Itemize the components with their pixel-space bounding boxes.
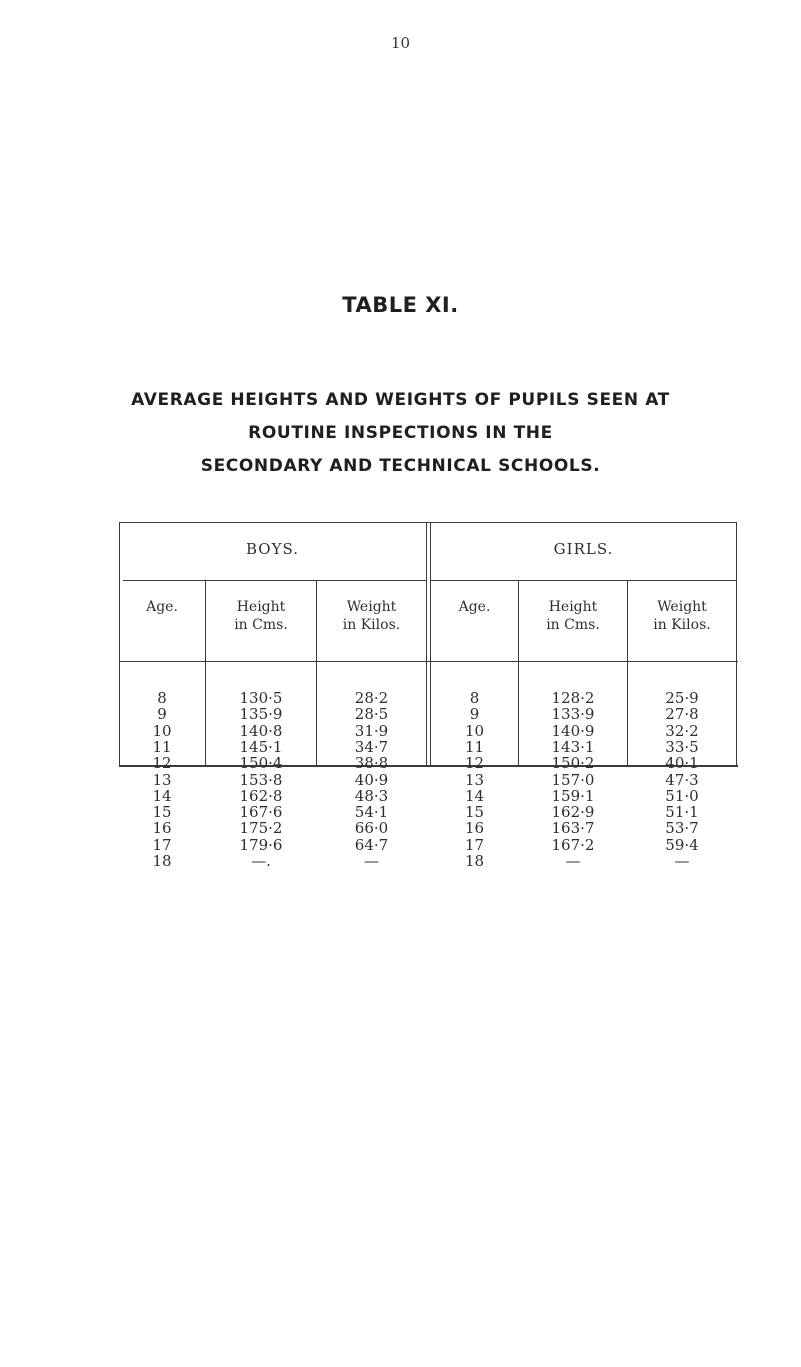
column-header-girls-height: Height in Cms.: [546, 599, 600, 633]
group-divider-rule-boys: [123, 580, 426, 581]
column-header-girls-age: Age.: [458, 599, 491, 615]
column-header-boys-height: Height in Cms.: [234, 599, 288, 633]
table-cell-girls-height: 162·9: [551, 803, 595, 821]
page-number: 10: [390, 34, 411, 52]
table-cell-boys-weight: —: [364, 852, 379, 870]
column-header-girls-weight: Weight in Kilos.: [653, 599, 711, 633]
table-cell-girls-weight: 27·8: [665, 705, 699, 723]
table-title: TABLE XI.: [342, 293, 459, 317]
table-cell-boys-age: 18: [152, 852, 172, 870]
table-cell-girls-weight: 51·1: [665, 803, 699, 821]
table-cell-boys-height: —.: [251, 852, 271, 870]
table-cell-girls-age: 10: [464, 722, 485, 740]
table-top-rule: [119, 522, 736, 523]
subtitle-line-3: SECONDARY AND TECHNICAL SCHOOLS.: [200, 456, 601, 476]
table-cell-girls-age: 15: [464, 803, 485, 821]
table-cell-girls-height: 159·1: [551, 787, 595, 805]
table-cell-boys-height: 153·8: [239, 771, 283, 789]
table-cell-boys-height: 130·5: [239, 689, 283, 707]
boys-girls-double-rule-1: [426, 522, 427, 766]
subtitle-line-2: ROUTINE INSPECTIONS IN THE: [248, 423, 553, 443]
table-cell-boys-height: 162·8: [239, 787, 283, 805]
table-cell-boys-age: 16: [152, 819, 172, 837]
group-header-girls: GIRLS.: [553, 540, 614, 558]
table-cell-girls-age: 8: [469, 689, 480, 707]
table-cell-girls-height: 163·7: [551, 819, 595, 837]
table-cell-boys-weight: 54·1: [354, 803, 389, 821]
table-cell-boys-height: 145·1: [239, 738, 283, 756]
table-cell-girls-height: —: [565, 852, 581, 870]
table-cell-boys-weight: 40·9: [354, 771, 389, 789]
table-cell-girls-age: 18: [464, 852, 485, 870]
table-cell-boys-age: 8: [157, 689, 167, 707]
table-cell-boys-height: 167·6: [239, 803, 283, 821]
table-cell-girls-height: 143·1: [551, 738, 595, 756]
table-cell-girls-age: 17: [464, 836, 485, 854]
table-cell-boys-age: 11: [152, 738, 172, 756]
table-cell-girls-age: 12: [464, 754, 485, 772]
column-header-boys-weight: Weight in Kilos.: [342, 599, 401, 633]
table-cell-girls-weight: 32·2: [665, 722, 699, 740]
table-cell-girls-height: 140·9: [551, 722, 595, 740]
table-cell-boys-weight: 66·0: [354, 819, 389, 837]
table-cell-girls-height: 157·0: [551, 771, 595, 789]
subtitle-line-1: AVERAGE HEIGHTS AND WEIGHTS OF PUPILS SEEN AT: [131, 390, 670, 410]
table-cell-girls-age: 14: [464, 787, 485, 805]
table-cell-girls-age: 13: [464, 771, 485, 789]
table-cell-girls-weight: 53·7: [665, 819, 699, 837]
table-right-border: [736, 522, 737, 766]
table-cell-boys-height: 135·9: [239, 705, 283, 723]
table-cell-boys-age: 12: [152, 754, 172, 772]
table-cell-boys-weight: 48·3: [354, 787, 389, 805]
table-cell-girls-height: 133·9: [551, 705, 595, 723]
table-cell-girls-weight: —: [674, 852, 690, 870]
group-header-boys: BOYS.: [245, 540, 299, 558]
group-divider-rule-girls: [431, 580, 736, 581]
table-cell-boys-age: 14: [152, 787, 172, 805]
table-cell-girls-weight: 51·0: [665, 787, 699, 805]
table-cell-girls-height: 167·2: [551, 836, 595, 854]
table-cell-boys-age: 13: [152, 771, 172, 789]
table-cell-girls-weight: 25·9: [665, 689, 699, 707]
table-cell-boys-age: 9: [157, 705, 167, 723]
table-cell-boys-weight: 31·9: [354, 722, 389, 740]
table-cell-boys-height: 179·6: [239, 836, 283, 854]
table-cell-girls-age: 16: [464, 819, 485, 837]
table-cell-girls-weight: 33·5: [665, 738, 699, 756]
table-cell-girls-age: 11: [464, 738, 485, 756]
table-cell-boys-age: 17: [152, 836, 172, 854]
table-cell-girls-height: 128·2: [551, 689, 595, 707]
table-cell-boys-weight: 28·2: [354, 689, 389, 707]
table-cell-girls-weight: 47·3: [665, 771, 699, 789]
table-cell-boys-height: 150·4: [239, 754, 283, 772]
table-cell-boys-weight: 38·8: [354, 754, 389, 772]
column-header-boys-age: Age.: [146, 599, 178, 615]
header-bottom-rule: [119, 661, 738, 662]
table-cell-boys-age: 10: [152, 722, 172, 740]
table-cell-boys-weight: 28·5: [354, 705, 389, 723]
table-cell-boys-height: 175·2: [239, 819, 283, 837]
table-cell-girls-weight: 40·1: [665, 754, 699, 772]
table-cell-girls-height: 150·2: [551, 754, 595, 772]
table-cell-boys-weight: 34·7: [354, 738, 389, 756]
table-cell-girls-age: 9: [469, 705, 480, 723]
table-cell-boys-height: 140·8: [239, 722, 283, 740]
table-cell-boys-weight: 64·7: [354, 836, 389, 854]
table-cell-boys-age: 15: [152, 803, 172, 821]
table-cell-girls-weight: 59·4: [665, 836, 699, 854]
